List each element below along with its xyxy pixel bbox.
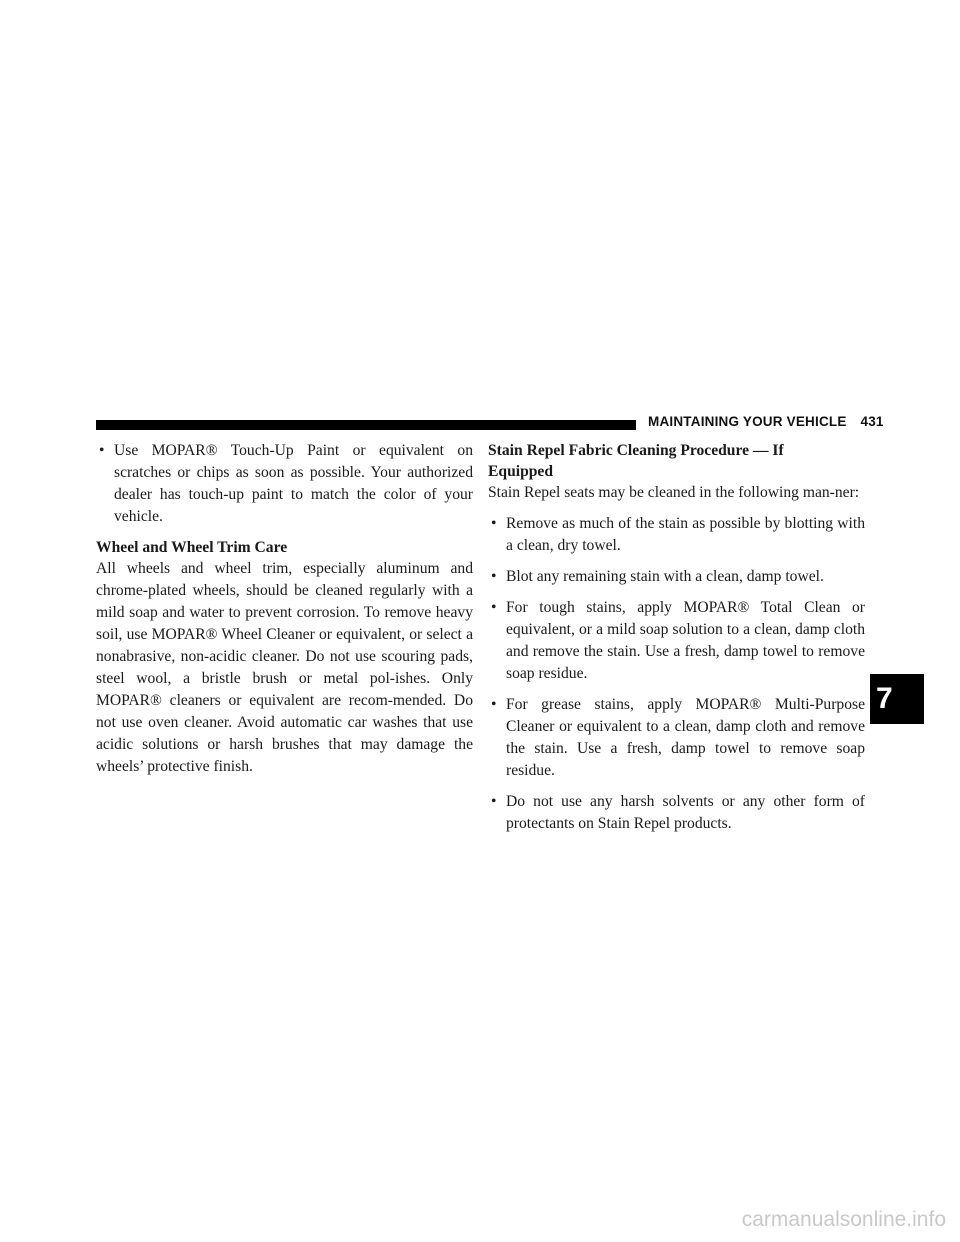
- bullet-dot: •: [491, 599, 497, 616]
- section-title: MAINTAINING YOUR VEHICLE: [648, 414, 847, 429]
- bullet-dot: •: [491, 568, 497, 585]
- page-number: 431: [860, 414, 884, 429]
- bullet-dot: •: [491, 696, 497, 713]
- bullet-dot: •: [491, 793, 497, 810]
- bullet-item: [488, 791, 865, 835]
- bullet-text: For grease stains, apply MOPAR® Multi-Purpose Cleaner or equivalent to a clean, damp cloth and remove the stain. Use a fresh, damp towel to remove soap residue.: [506, 696, 865, 779]
- section-heading-stain-repel: Stain Repel Fabric Cleaning Procedure — If Equipped: [488, 442, 784, 480]
- header-rule: [96, 420, 636, 430]
- bullet-item: [488, 694, 865, 782]
- bullet-dot: •: [99, 442, 105, 459]
- bullet-text: Blot any remaining stain with a clean, damp towel.: [506, 568, 824, 585]
- bullet-text: Remove as much of the stain as possible by blotting with a clean, dry towel.: [506, 515, 865, 554]
- bullet-item: [488, 597, 865, 685]
- chapter-tab: [870, 674, 924, 724]
- section-heading-wheel-care: Wheel and Wheel Trim Care: [96, 539, 288, 556]
- bullet-item: [96, 440, 473, 528]
- bullet-text: Use MOPAR® Touch-Up Paint or equivalent on scratches or chips as soon as possible. Your authorized dealer has touch-up paint to match the color of your vehicle.: [114, 442, 473, 525]
- wheel-care-paragraph: All wheels and wheel trim, especially aluminum and chrome-plated wheels, should be cleaned regularly with a mild soap and water to prevent corrosion. To remove heavy soil, use MOPAR® Wheel Cleaner or equivalent, or select a nonabrasive, non-acidic cleaner. Do not use scouring pads, steel wool, a bristle brush or metal pol-ishes. Only MOPAR® cleaners or equivalent are recom-mended. Do not use oven cleaner. Avoid automatic car washes that use acidic solutions or harsh brushes that may damage the wheels’ protective finish.: [96, 560, 473, 775]
- bullet-item: [488, 513, 865, 557]
- bullet-text: Do not use any harsh solvents or any other form of protectants on Stain Repel products.: [506, 793, 865, 832]
- left-column: [96, 440, 473, 787]
- chapter-number: 7: [876, 682, 893, 715]
- bullet-dot: •: [491, 515, 497, 532]
- right-column: [488, 440, 865, 844]
- bullet-text: For tough stains, apply MOPAR® Total Clean or equivalent, or a mild soap solution to a clean, damp cloth and remove the stain. Use a fresh, damp towel to remove soap residue.: [506, 599, 865, 682]
- watermark: carmanualsonline.info: [741, 1208, 946, 1231]
- bullet-item: [488, 566, 865, 588]
- stain-repel-intro: Stain Repel seats may be cleaned in the following man-ner:: [488, 484, 860, 501]
- running-header: [648, 414, 884, 429]
